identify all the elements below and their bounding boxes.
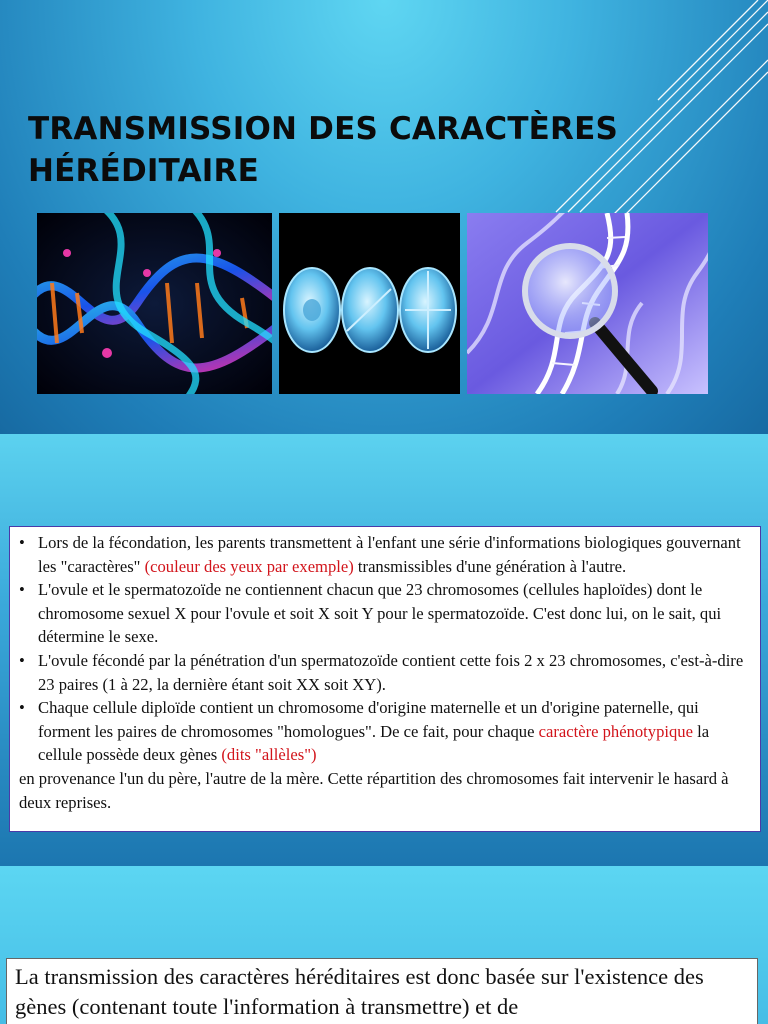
bullet-text: la cellule possède deux gènes: [38, 721, 710, 765]
dna-helix-photo: [37, 213, 272, 394]
slide-title-line-2: HÉRÉDITAIRE: [28, 153, 259, 189]
bullet-text: L'ovule fécondé par la pénétration d'un spermatozoïde contient cette fois 2 x 23 chromosomes, c'est-à-dire 23 paires (1 à 22, la dernière étant soit XX soit XY).: [38, 650, 744, 694]
cell-division-icon: [279, 213, 460, 394]
bullet-item: [19, 578, 752, 649]
bullet-list: [19, 531, 752, 767]
title-slide: [0, 0, 768, 434]
highlight-text: caractère phénotypique: [538, 721, 693, 741]
dna-magnifier-photo: [467, 213, 708, 394]
bullet-item: [19, 696, 752, 767]
bullet-item: [19, 531, 752, 578]
bullet-icon: •: [19, 580, 25, 600]
text-box: [9, 526, 761, 832]
bullet-text: L'ovule et le spermatozoïde ne contiennent chacun que 23 chromosomes (cellules haploïdes) dont le chromosome sexuel X pour l'ovule et soit X soit Y pour le spermatozoïde. C'est donc lui, on le sait, qui détermine le sexe.: [38, 580, 722, 647]
summary-box: [6, 958, 758, 1024]
slide-title-line-1: TRANSMISSION DES CARACTÈRES: [28, 111, 619, 147]
cell-division-photo: [279, 213, 460, 394]
dna-magnifier-icon: [467, 213, 708, 394]
bullet-icon: •: [19, 533, 25, 552]
bullet-icon: •: [19, 698, 25, 718]
highlight-text: (couleur des yeux par exemple): [144, 556, 354, 576]
bullet-item: [19, 649, 752, 696]
summary-text: La transmission des caractères héréditaires est donc basée sur l'existence des gènes (contenant toute l'information à transmettre) et de: [15, 964, 704, 1019]
bullet-text: Chaque cellule diploïde contient un chromosome d'origine maternelle et un d'origine paternelle, qui forment les paires de chromosomes "homologues". De ce fait, pour chaque: [38, 698, 699, 741]
trailing-paragraph: en provenance l'un du père, l'autre de la mère. Cette répartition des chromosomes fait intervenir le hasard à deux reprises.: [19, 768, 729, 812]
summary-slide: [0, 866, 768, 1024]
bullet-text: transmissibles d'une génération à l'autre.: [353, 556, 627, 576]
slide-title: [28, 108, 668, 192]
highlight-text: (dits "allèles"): [221, 745, 317, 765]
bullet-text: Lors de la fécondation, les parents transmettent à l'enfant une série d'informations biologiques gouvernant les "caractères": [38, 533, 741, 576]
dna-helix-icon: [37, 213, 272, 394]
content-slide: [0, 434, 768, 866]
bullet-icon: •: [19, 650, 25, 670]
